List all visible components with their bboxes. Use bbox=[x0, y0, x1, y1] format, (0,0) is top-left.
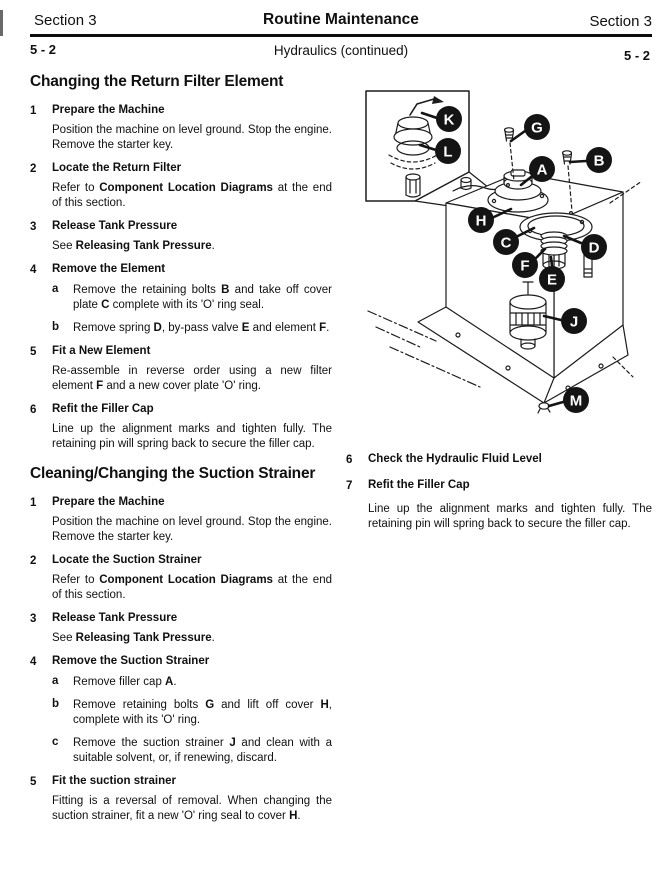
svg-text:B: B bbox=[593, 152, 605, 170]
callout-G bbox=[524, 114, 550, 140]
step-number: 2 bbox=[30, 555, 37, 567]
step-title: Fit the suction strainer bbox=[52, 775, 176, 787]
step-number: 4 bbox=[30, 656, 37, 668]
section-heading-return-filter: Changing the Return Filter Element bbox=[30, 73, 284, 90]
step-title: Prepare the Machine bbox=[52, 104, 165, 116]
step-title: Release Tank Pressure bbox=[52, 612, 178, 624]
callout-H bbox=[468, 207, 494, 233]
hydraulic-tank-diagram bbox=[358, 85, 650, 427]
callout-F bbox=[512, 252, 538, 278]
svg-text:G: G bbox=[531, 119, 543, 137]
substep-letter: b bbox=[52, 321, 60, 333]
step-number: 1 bbox=[30, 105, 37, 117]
svg-text:F: F bbox=[520, 257, 530, 275]
left-column bbox=[30, 67, 332, 833]
step bbox=[346, 453, 652, 466]
step bbox=[30, 220, 332, 254]
substep bbox=[52, 283, 332, 313]
substep-body: Remove retaining bolts G and lift off cover H, complete with its 'O' ring. bbox=[73, 699, 332, 726]
step-title: Fit a New Element bbox=[52, 345, 151, 357]
callout-M bbox=[563, 387, 589, 413]
substep-body: Remove the suction strainer J and clean with a suitable solvent, or, if renewing, discard. bbox=[73, 737, 332, 764]
step-number: 6 bbox=[346, 454, 353, 466]
drain-plug bbox=[538, 403, 550, 413]
step-number: 3 bbox=[30, 613, 37, 625]
step-number: 3 bbox=[30, 221, 37, 233]
callout-D bbox=[581, 234, 607, 260]
step bbox=[30, 612, 332, 646]
right-column-steps bbox=[346, 453, 652, 532]
step bbox=[30, 263, 332, 336]
page-number-left: 5 - 2 bbox=[30, 42, 57, 57]
page-number-right: 5 - 2 bbox=[623, 48, 650, 63]
diagram-container bbox=[358, 85, 652, 427]
svg-text:L: L bbox=[443, 143, 453, 161]
step-title: Refit the Filler Cap bbox=[368, 479, 470, 491]
step-title: Locate the Return Filter bbox=[52, 162, 182, 174]
step bbox=[30, 655, 332, 766]
step-number: 4 bbox=[30, 264, 37, 276]
step-title: Release Tank Pressure bbox=[52, 220, 178, 232]
step-number: 1 bbox=[30, 497, 37, 509]
svg-text:H: H bbox=[475, 212, 487, 230]
callout-E bbox=[539, 266, 565, 292]
step-body: Line up the alignment marks and tighten fully. The retaining pin will spring back to secure the filler cap. bbox=[52, 423, 332, 450]
step-body: Re-assemble in reverse order using a new filter element F and a new cover plate 'O' ring. bbox=[52, 365, 332, 392]
substep-letter: a bbox=[52, 675, 59, 687]
step bbox=[30, 345, 332, 394]
callout-B bbox=[586, 147, 612, 173]
svg-text:A: A bbox=[536, 161, 548, 179]
step-number: 2 bbox=[30, 163, 37, 175]
step-body: See Releasing Tank Pressure. bbox=[52, 632, 215, 644]
step bbox=[30, 403, 332, 452]
step-body: Refer to Component Location Diagrams at the end of this section. bbox=[52, 182, 332, 209]
step-number: 6 bbox=[30, 404, 37, 416]
callout-K bbox=[436, 106, 462, 132]
substep bbox=[52, 321, 332, 336]
page-title: Routine Maintenance bbox=[263, 11, 419, 28]
svg-text:D: D bbox=[588, 239, 600, 257]
substep-body: Remove spring D, by-pass valve E and element F. bbox=[73, 322, 330, 334]
svg-text:C: C bbox=[500, 234, 512, 252]
step-body: See Releasing Tank Pressure. bbox=[52, 240, 215, 252]
step-title: Remove the Suction Strainer bbox=[52, 655, 210, 667]
right-column bbox=[346, 67, 652, 833]
section-heading-suction-strainer: Cleaning/Changing the Suction Strainer bbox=[30, 465, 316, 482]
step bbox=[30, 554, 332, 603]
header-section-left: Section 3 bbox=[34, 12, 97, 29]
page-header bbox=[30, 10, 652, 34]
step-body: Refer to Component Location Diagrams at the end of this section. bbox=[52, 574, 332, 601]
step-title: Locate the Suction Strainer bbox=[52, 554, 202, 566]
svg-text:M: M bbox=[569, 392, 583, 410]
step-body: Fitting is a reversal of removal. When changing the suction strainer, fit a new 'O' ring seal to cover H. bbox=[52, 795, 332, 822]
step-number: 5 bbox=[30, 346, 37, 358]
scan-artifact bbox=[0, 10, 3, 36]
substep-letter: a bbox=[52, 283, 59, 295]
step-title: Check the Hydraulic Fluid Level bbox=[368, 453, 542, 465]
page-subtitle: Hydraulics (continued) bbox=[273, 43, 409, 58]
step-title: Prepare the Machine bbox=[52, 496, 165, 508]
svg-text:J: J bbox=[569, 313, 579, 331]
callout-L bbox=[435, 138, 461, 164]
substep-body: Remove the retaining bolts B and take off cover plate C complete with its 'O' ring seal. bbox=[73, 284, 332, 311]
svg-text:E: E bbox=[546, 271, 558, 289]
callout-A bbox=[529, 156, 555, 182]
step bbox=[30, 162, 332, 211]
step-body: Position the machine on level ground. Stop the engine. Remove the starter key. bbox=[52, 124, 332, 151]
page-subheader bbox=[30, 41, 652, 61]
substep bbox=[52, 736, 332, 766]
step bbox=[30, 104, 332, 153]
substep bbox=[52, 675, 332, 690]
step-title: Remove the Element bbox=[52, 263, 166, 275]
svg-text:K: K bbox=[443, 111, 455, 129]
step bbox=[346, 479, 652, 532]
step-body: Line up the alignment marks and tighten fully. The retaining pin will spring back to secure the filler cap. bbox=[368, 503, 652, 530]
substep-letter: b bbox=[52, 698, 60, 710]
step-title: Refit the Filler Cap bbox=[52, 403, 154, 415]
callout-C bbox=[493, 229, 519, 255]
step bbox=[30, 775, 332, 824]
step-body: Position the machine on level ground. Stop the engine. Remove the starter key. bbox=[52, 516, 332, 543]
header-rule bbox=[30, 34, 652, 37]
step bbox=[30, 496, 332, 545]
substep bbox=[52, 698, 332, 728]
callout-J bbox=[561, 308, 587, 334]
header-section-right: Section 3 bbox=[589, 13, 652, 30]
step-number: 5 bbox=[30, 776, 37, 788]
step-number: 7 bbox=[346, 480, 353, 492]
substep-letter: c bbox=[52, 736, 59, 748]
substep-body: Remove filler cap A. bbox=[73, 676, 177, 688]
